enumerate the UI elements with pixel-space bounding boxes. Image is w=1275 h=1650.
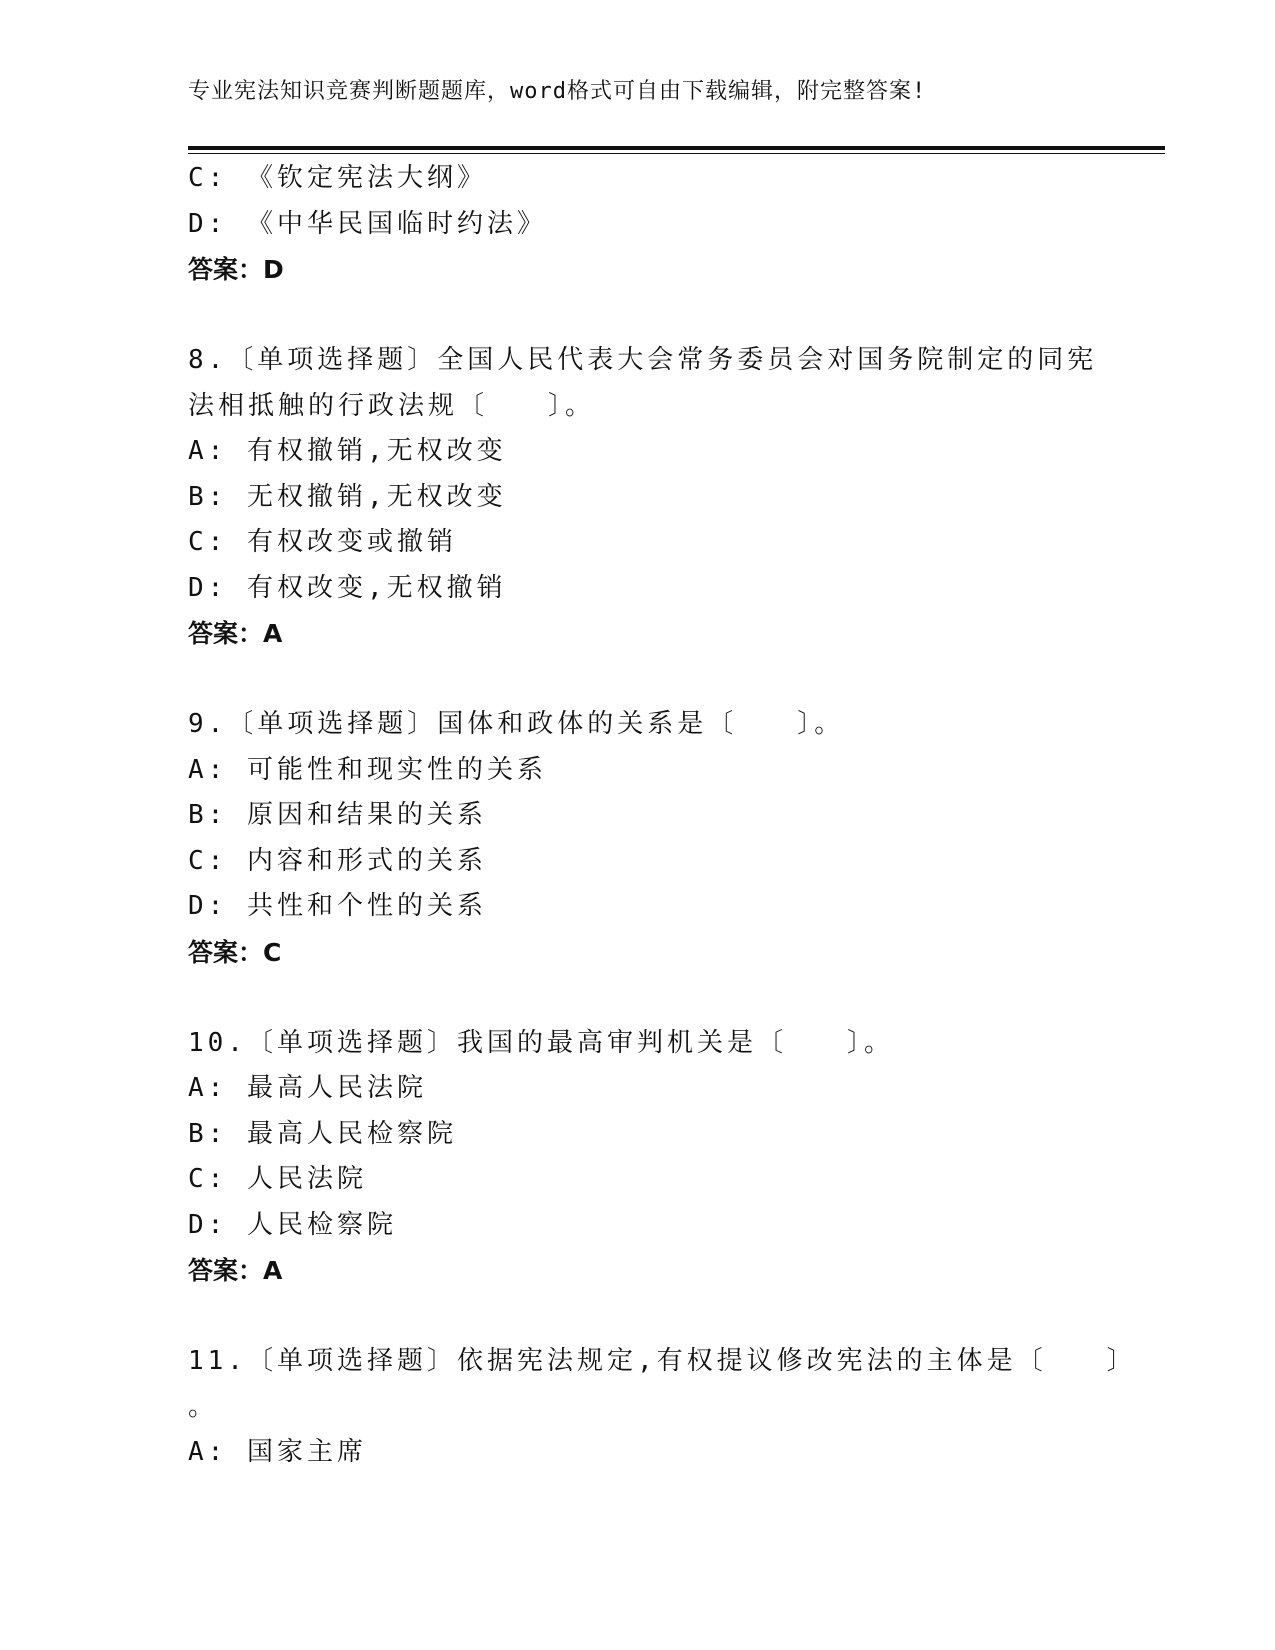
answer-line: 答案：D [188,255,284,284]
option-line: B: 最高人民检察院 [188,1118,457,1149]
answer-line: 答案：C [188,937,282,967]
option-line: D: 《中华民国临时约法》 [188,208,547,239]
option-line: A: 最高人民法院 [188,1073,427,1103]
option-line: A: 国家主席 [188,1437,367,1467]
option-line: C: 《钦定宪法大纲》 [188,163,487,193]
question-stem: 9.〔单项选择题〕国体和政体的关系是〔 〕。 [188,709,845,739]
answer-line: 答案：A [188,1256,283,1285]
option-line: A: 可能性和现实性的关系 [188,754,547,785]
question-stem: 10.〔单项选择题〕我国的最高审判机关是〔 〕。 [188,1027,894,1058]
question-stem: 8.〔单项选择题〕全国人民代表大会常务委员会对国务院制定的同宪 [188,345,1098,375]
option-line: D: 共性和个性的关系 [188,891,487,921]
question-stem: 。 [188,1391,219,1422]
option-line: B: 原因和结果的关系 [188,800,487,830]
option-line: D: 人民检察院 [188,1209,397,1240]
option-line: C: 内容和形式的关系 [188,845,487,876]
question-content [188,156,1165,1476]
option-line: C: 有权改变或撤销 [188,527,457,557]
question-stem: 法相抵触的行政法规〔 〕。 [188,390,596,421]
header-rule-thick [188,146,1165,150]
option-line: B: 无权撤销,无权改变 [188,481,507,512]
option-line: A: 有权撤销,无权改变 [188,436,507,466]
header-rule-thin [188,153,1165,154]
page-header: 专业宪法知识竞赛判断题题库，word格式可自由下载编辑，附完整答案! [188,79,927,104]
answer-line: 答案：A [188,619,283,648]
option-line: C: 人民法院 [188,1164,367,1194]
option-line: D: 有权改变,无权撤销 [188,572,507,603]
question-stem: 11.〔单项选择题〕依据宪法规定,有权提议修改宪法的主体是〔 〕 [188,1346,1137,1376]
